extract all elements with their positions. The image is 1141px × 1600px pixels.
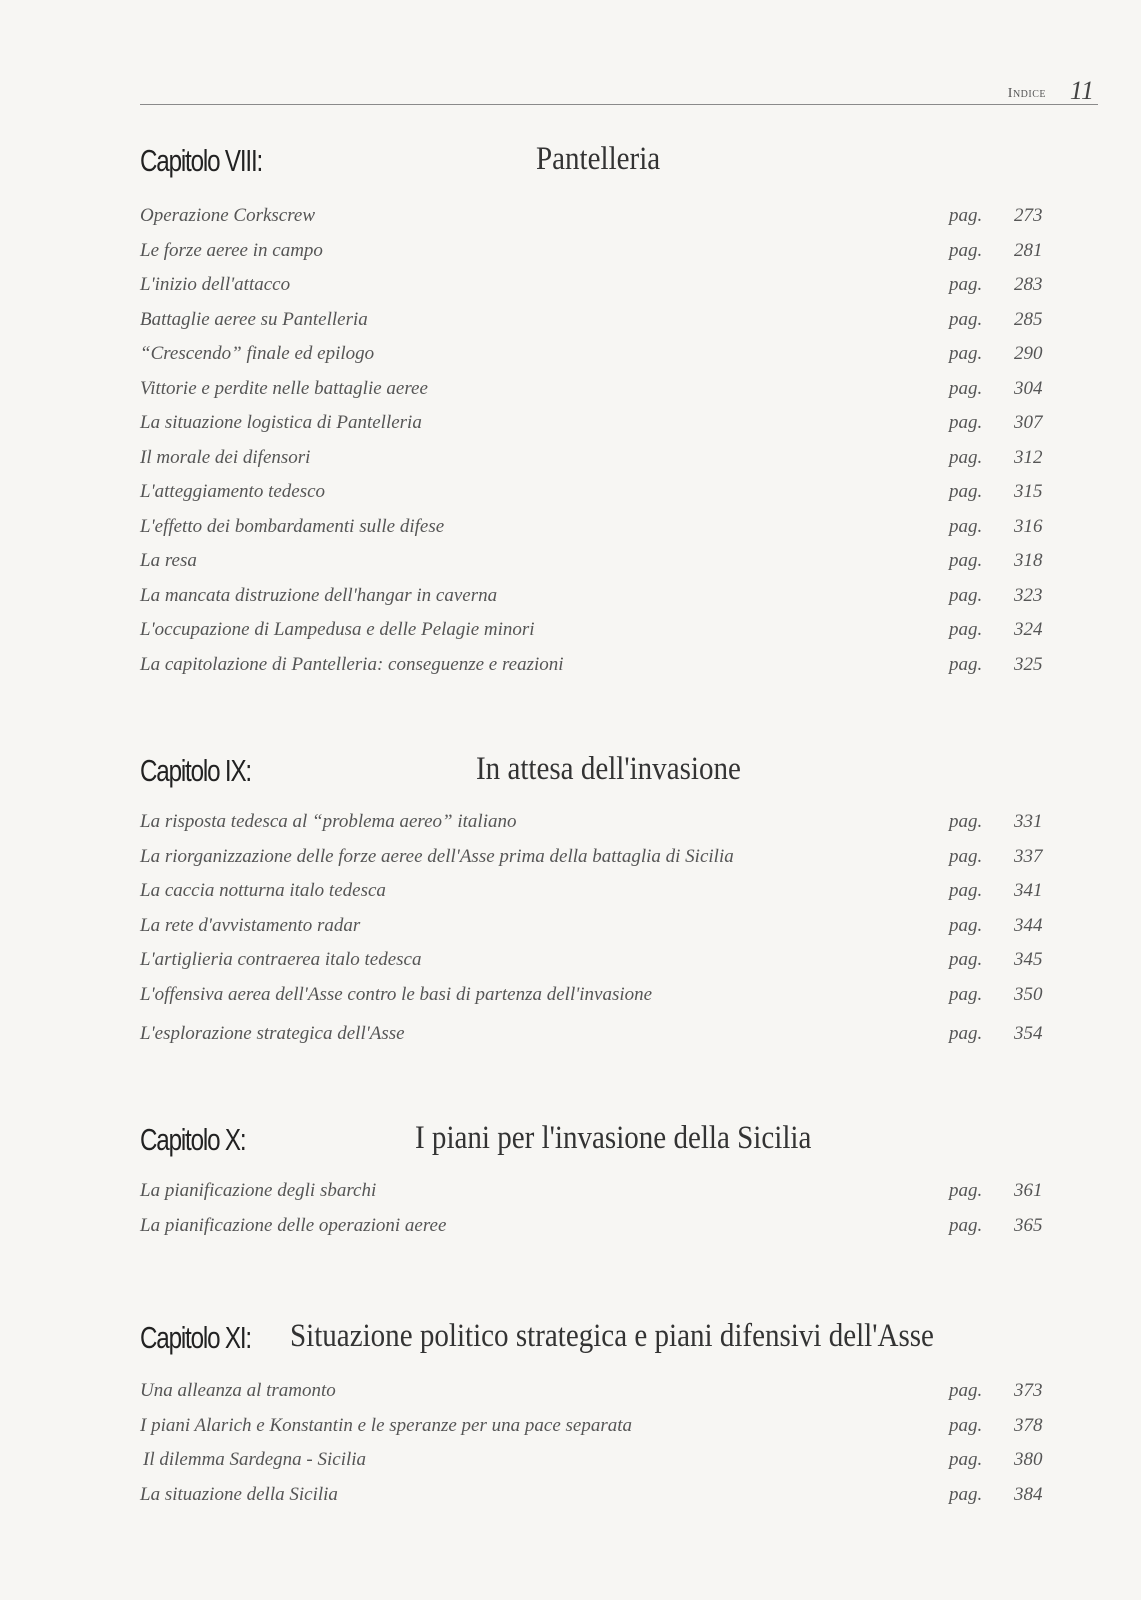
toc-entry[interactable]	[140, 1415, 1060, 1450]
chapter-title: I piani per l'invasione della Sicilia	[415, 1120, 812, 1156]
toc-entry[interactable]	[140, 516, 1060, 551]
toc-entry[interactable]	[140, 915, 1060, 950]
toc-entry-page: 373	[1014, 1380, 1043, 1401]
toc-entry-page: 315	[1014, 481, 1043, 502]
toc-entry-pag: pag.	[949, 914, 983, 936]
page-number: 11	[1069, 76, 1094, 105]
toc-entry-page: 312	[1014, 446, 1043, 468]
toc-entry[interactable]	[140, 412, 1060, 447]
toc-entry-pag: pag.	[949, 1483, 983, 1505]
toc-entry-page: 354	[1014, 1023, 1043, 1044]
toc-entry-title: L'esplorazione strategica dell'Asse	[140, 1023, 405, 1044]
chapter-title: Situazione politico strategica e piani difensivi dell'Asse	[290, 1318, 934, 1354]
chapter-8	[140, 143, 1060, 688]
toc-entry-pag: pag.	[949, 239, 983, 261]
toc-entry-page: 380	[1014, 1449, 1043, 1470]
toc-list	[140, 1380, 1060, 1518]
toc-entry-page: 273	[1014, 205, 1043, 226]
toc-entry-page: 285	[1014, 308, 1043, 330]
running-head-label: Indice	[1007, 86, 1046, 101]
toc-entry-page: 350	[1014, 983, 1043, 1005]
toc-entry[interactable]	[140, 1180, 1060, 1215]
toc-entry-page: 307	[1014, 412, 1043, 433]
toc-entry-title: La resa	[140, 550, 197, 571]
toc-entry-pag: pag.	[949, 515, 983, 537]
toc-entry[interactable]	[140, 811, 1060, 846]
toc-entry-pag: pag.	[949, 1449, 983, 1470]
toc-entry-title: L'artiglieria contraerea italo tedesca	[140, 949, 422, 970]
toc-entry-page: 337	[1014, 845, 1043, 867]
toc-entry-title: La mancata distruzione dell'hangar in caverna	[140, 584, 498, 606]
toc-entry-title: L'effetto dei bombardamenti sulle difese	[140, 515, 445, 537]
toc-entry-title: L'atteggiamento tedesco	[140, 481, 326, 502]
toc-entry[interactable]	[140, 619, 1060, 654]
toc-entry[interactable]	[140, 205, 1060, 240]
toc-entry-pag: pag.	[949, 1023, 983, 1044]
toc-entry-pag: pag.	[949, 880, 983, 901]
toc-entry-page: 384	[1014, 1483, 1043, 1505]
toc-entry-page: 341	[1014, 880, 1043, 901]
toc-entry[interactable]	[140, 880, 1060, 915]
toc-entry-pag: pag.	[949, 308, 983, 330]
toc-entry-pag: pag.	[949, 845, 983, 867]
toc-entry-title: La riorganizzazione delle forze aeree dell'Asse prima della battaglia di Sicilia	[140, 845, 734, 867]
toc-entry[interactable]	[140, 1484, 1060, 1519]
toc-entry-title: Una alleanza al tramonto	[140, 1380, 336, 1401]
toc-entry-pag: pag.	[949, 983, 983, 1005]
chapter-label: Capitolo XI:	[140, 1320, 251, 1355]
toc-entry-pag: pag.	[949, 1214, 983, 1236]
toc-entry-page: 345	[1014, 949, 1043, 970]
toc-entry-title: La situazione della Sicilia	[140, 1483, 338, 1505]
chapter-title: Pantelleria	[536, 141, 661, 177]
toc-entry-pag: pag.	[949, 619, 983, 640]
toc-entry-title: La caccia notturna italo tedesca	[140, 880, 386, 901]
toc-entry-pag: pag.	[949, 377, 983, 399]
toc-entry[interactable]	[140, 949, 1060, 984]
toc-entry[interactable]	[140, 378, 1060, 413]
toc-entry-page: 304	[1014, 377, 1043, 399]
toc-entry-page: 283	[1014, 274, 1043, 295]
toc-entry-title: L'inizio dell'attacco	[140, 274, 291, 295]
toc-entry-pag: pag.	[949, 653, 983, 675]
toc-entry-page: 365	[1014, 1214, 1043, 1236]
toc-entry[interactable]	[140, 481, 1060, 516]
toc-entry[interactable]	[140, 984, 1060, 1019]
toc-entry-title: La risposta tedesca al “problema aereo” italiano	[140, 811, 517, 832]
toc-entry[interactable]	[140, 846, 1060, 881]
toc-entry-title: La pianificazione degli sbarchi	[140, 1180, 377, 1201]
toc-entry[interactable]	[140, 1215, 1060, 1250]
toc-entry-pag: pag.	[949, 205, 983, 226]
chapter-11	[140, 1320, 1060, 1518]
toc-entry[interactable]	[140, 585, 1060, 620]
toc-entry-page: 361	[1014, 1180, 1043, 1201]
toc-entry-pag: pag.	[949, 584, 983, 606]
toc-entry-pag: pag.	[949, 343, 983, 364]
toc-list	[140, 811, 1060, 1058]
toc-entry-title: I piani Alarich e Konstantin e le speranze per una pace separata	[140, 1414, 633, 1436]
toc-entry[interactable]	[140, 1380, 1060, 1415]
toc-entry-pag: pag.	[949, 1414, 983, 1436]
toc-entry[interactable]	[140, 1023, 1060, 1058]
running-head	[140, 76, 1098, 105]
toc-entry-title: La pianificazione delle operazioni aeree	[140, 1214, 447, 1236]
toc-entry-title: La situazione logistica di Pantelleria	[140, 412, 422, 433]
toc-entry-page: 290	[1014, 343, 1043, 364]
toc-entry-title: Battaglie aeree su Pantelleria	[140, 308, 368, 330]
toc-entry[interactable]	[140, 1449, 1060, 1484]
toc-entry-title: L'occupazione di Lampedusa e delle Pelagie minori	[140, 619, 535, 640]
toc-entry-pag: pag.	[949, 446, 983, 468]
toc-entry-pag: pag.	[949, 1180, 983, 1201]
toc-entry-title: Le forze aeree in campo	[140, 239, 323, 261]
toc-entry-title: Vittorie e perdite nelle battaglie aeree	[140, 377, 428, 399]
toc-entry-pag: pag.	[949, 1380, 983, 1401]
toc-entry-pag: pag.	[949, 949, 983, 970]
toc-entry-page: 344	[1014, 914, 1043, 936]
toc-entry[interactable]	[140, 309, 1060, 344]
chapter-10	[140, 1122, 1060, 1249]
chapter-9	[140, 753, 1060, 1058]
toc-entry-title: L'offensiva aerea dell'Asse contro le basi di partenza dell'invasione	[140, 983, 653, 1005]
toc-entry[interactable]	[140, 654, 1060, 689]
toc-entry[interactable]	[140, 274, 1060, 309]
toc-entry-pag: pag.	[949, 412, 983, 433]
chapter-label: Capitolo X:	[140, 1122, 246, 1157]
chapter-heading	[140, 1320, 1060, 1360]
toc-entry-title: Il dilemma Sardegna - Sicilia	[143, 1449, 367, 1470]
toc-entry-page: 324	[1014, 619, 1043, 640]
toc-entry-pag: pag.	[949, 274, 983, 295]
toc-entry[interactable]	[140, 550, 1060, 585]
chapter-label: Capitolo VIII:	[140, 143, 263, 178]
toc-entry-title: La capitolazione di Pantelleria: conseguenze e reazioni	[140, 653, 564, 675]
toc-entry-title: Il morale dei difensori	[140, 446, 311, 468]
toc-entry-title: La rete d'avvistamento radar	[140, 914, 361, 936]
toc-entry[interactable]	[140, 240, 1060, 275]
toc-list	[140, 205, 1060, 688]
toc-entry-page: 331	[1014, 811, 1043, 832]
toc-entry-page: 281	[1014, 239, 1043, 261]
chapter-title: In attesa dell'invasione	[476, 751, 741, 787]
toc-entry-page: 323	[1014, 584, 1043, 606]
toc-entry-title: “Crescendo” finale ed epilogo	[140, 343, 375, 364]
toc-entry-page: 318	[1014, 550, 1043, 571]
toc-list	[140, 1180, 1060, 1249]
toc-entry-title: Operazione Corkscrew	[140, 205, 316, 226]
chapter-heading	[140, 143, 1060, 183]
toc-entry[interactable]	[140, 343, 1060, 378]
toc-entry-page: 325	[1014, 653, 1043, 675]
toc-entry-page: 378	[1014, 1414, 1043, 1436]
chapter-heading	[140, 1122, 1060, 1162]
chapter-label: Capitolo IX:	[140, 753, 251, 788]
toc-entry-pag: pag.	[949, 550, 983, 571]
toc-entry-page: 316	[1014, 515, 1043, 537]
toc-entry-pag: pag.	[949, 481, 983, 502]
toc-entry-pag: pag.	[949, 811, 983, 832]
toc-entry[interactable]	[140, 447, 1060, 482]
chapter-heading	[140, 753, 1060, 793]
